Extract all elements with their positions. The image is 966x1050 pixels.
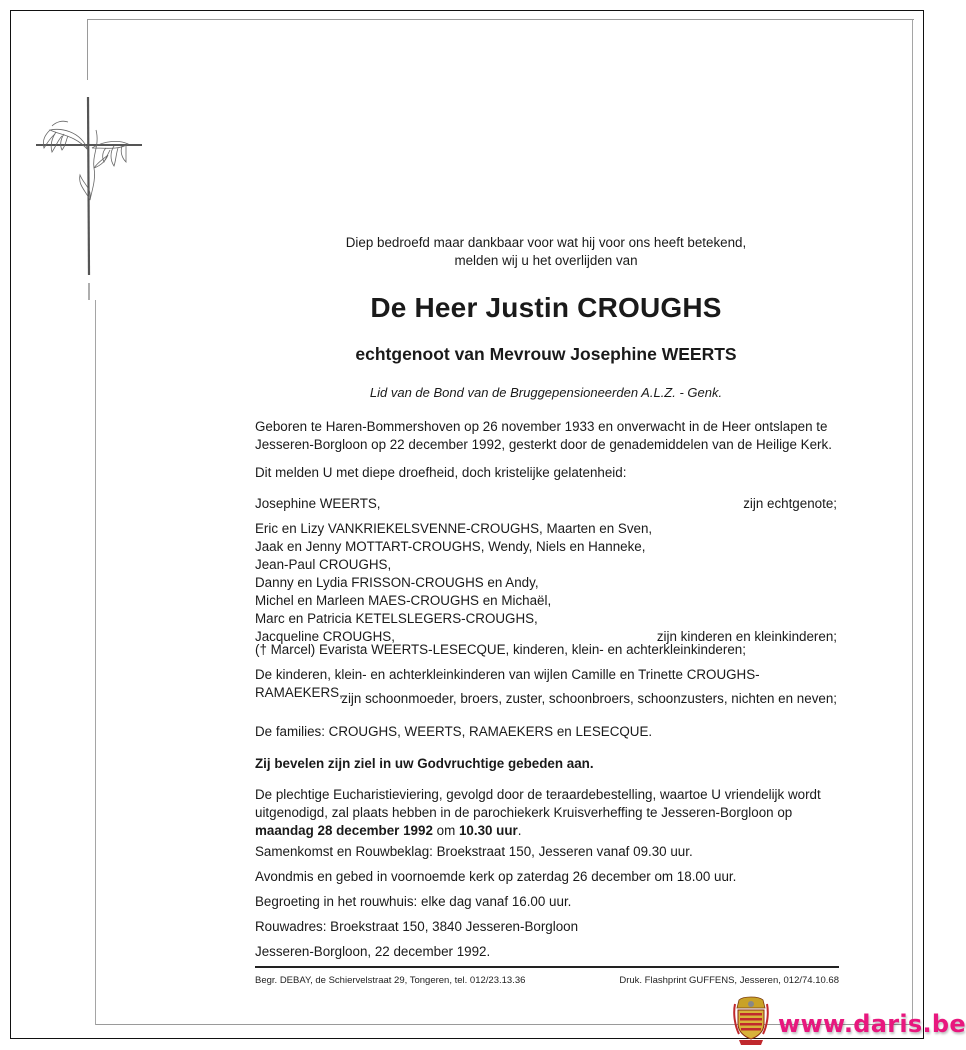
child-entry: Michel en Marleen MAES-CROUGHS en Michaël, (255, 593, 552, 608)
spouse-entry (255, 495, 837, 513)
inner-frame-top (87, 19, 914, 20)
service-time: 10.30 uur (458, 823, 518, 838)
footer (255, 975, 839, 986)
prayer: Zij bevelen zijn ziel in uw Godvruchtige gebeden aan. (255, 756, 594, 771)
mother-in-law: († Marcel) Evarista WEERTS-LESECQUE, kinderen, klein- en achterkleinkinderen; (255, 642, 746, 657)
siblings-line-1: De kinderen, klein- en achterkleinkinderen van wijlen Camille en Trinette CROUGHS-RAMAEKERS, (255, 667, 760, 700)
spouse-entry-relation: zijn echtgenote; (743, 496, 837, 511)
service (255, 786, 837, 840)
families: De families: CROUGHS, WEERTS, RAMAEKERS en LESECQUE. (255, 724, 653, 739)
birth-death (255, 418, 837, 454)
child-entry: Jaak en Jenny MOTTART-CROUGHS, Wendy, Niels en Hanneke, (255, 539, 646, 554)
child-entry: Marc en Patricia KETELSLEGERS-CROUGHS, (255, 611, 538, 626)
intro-line-2: melden wij u het overlijden van (454, 253, 638, 268)
membership: Lid van de Bond van de Bruggepensioneerden A.L.Z. - Genk. (369, 385, 723, 400)
service-line-1: De plechtige Eucharistieviering, gevolgd door de teraardebestelling, waartoe U vriendelijk wordt (255, 787, 821, 802)
birth-death-line-1: Geboren te Haren-Bommershoven op 26 november 1933 en onverwacht in de Heer ontslapen te (255, 419, 828, 434)
evening-mass: Avondmis en gebed in voornoemde kerk op zaterdag 26 december om 18.00 uur. (255, 869, 737, 884)
watermark-site[interactable]: www.daris.be (778, 1010, 966, 1038)
service-om: om (432, 823, 459, 838)
footer-undertaker: Begr. DEBAY, de Schiervelstraat 29, Tongeren, tel. 012/23.13.36 (255, 975, 526, 986)
inner-frame-left-bottom (95, 300, 96, 1025)
cross-with-leaves-icon (30, 90, 150, 310)
gathering: Samenkomst en Rouwbeklag: Broekstraat 150, Jesseren vanaf 09.30 uur. (255, 844, 693, 859)
address: Rouwadres: Broekstraat 150, 3840 Jesseren-Borgloon (255, 919, 579, 934)
service-date: maandag 28 december 1992 (255, 823, 433, 838)
child-entry: Jacqueline CROUGHS, (255, 629, 395, 644)
service-end: . (517, 823, 522, 838)
children-relation: zijn kinderen en kleinkinderen; (656, 629, 837, 644)
place-date: Jesseren-Borgloon, 22 december 1992. (255, 944, 491, 959)
service-line-2: uitgenodigd, zal plaats hebben in de parochiekerk Kruisverheffing te Jesseren-Borgloon op (255, 805, 793, 820)
inner-frame-left-top (87, 20, 88, 80)
announcement: Dit melden U met diepe droefheid, doch kristelijke gelatenheid: (255, 465, 627, 480)
intro-text (255, 234, 837, 270)
children-list (255, 520, 837, 646)
service-line-3 (255, 822, 837, 840)
intro-line-1: Diep bedroefd maar dankbaar voor wat hij voor ons heeft betekend, (345, 235, 747, 250)
inner-frame-right (912, 20, 913, 1025)
child-entry: Danny en Lydia FRISSON-CROUGHS en Andy, (255, 575, 539, 590)
child-entry: Jean-Paul CROUGHS, (255, 557, 392, 572)
spouse-entry-name: Josephine WEERTS, (255, 496, 381, 511)
footer-rule (255, 966, 839, 968)
siblings-line-2: zijn schoonmoeder, broers, zuster, schoonbroers, schoonzusters, nichten en neven; (341, 691, 837, 706)
spouse-line: echtgenoot van Mevrouw Josephine WEERTS (355, 344, 737, 364)
child-entry: Eric en Lizy VANKRIEKELSVENNE-CROUGHS, Maarten en Sven, (255, 521, 653, 536)
coat-of-arms-icon (733, 996, 769, 1046)
deceased-name: De Heer Justin CROUGHS (370, 292, 722, 323)
footer-printer: Druk. Flashprint GUFFENS, Jesseren, 012/74.10.68 (619, 975, 839, 986)
birth-death-line-2: Jesseren-Borgloon op 22 december 1992, gesterkt door de genademiddelen van de Heilige Kerk. (255, 437, 832, 452)
visitation: Begroeting in het rouwhuis: elke dag vanaf 16.00 uur. (255, 894, 572, 909)
